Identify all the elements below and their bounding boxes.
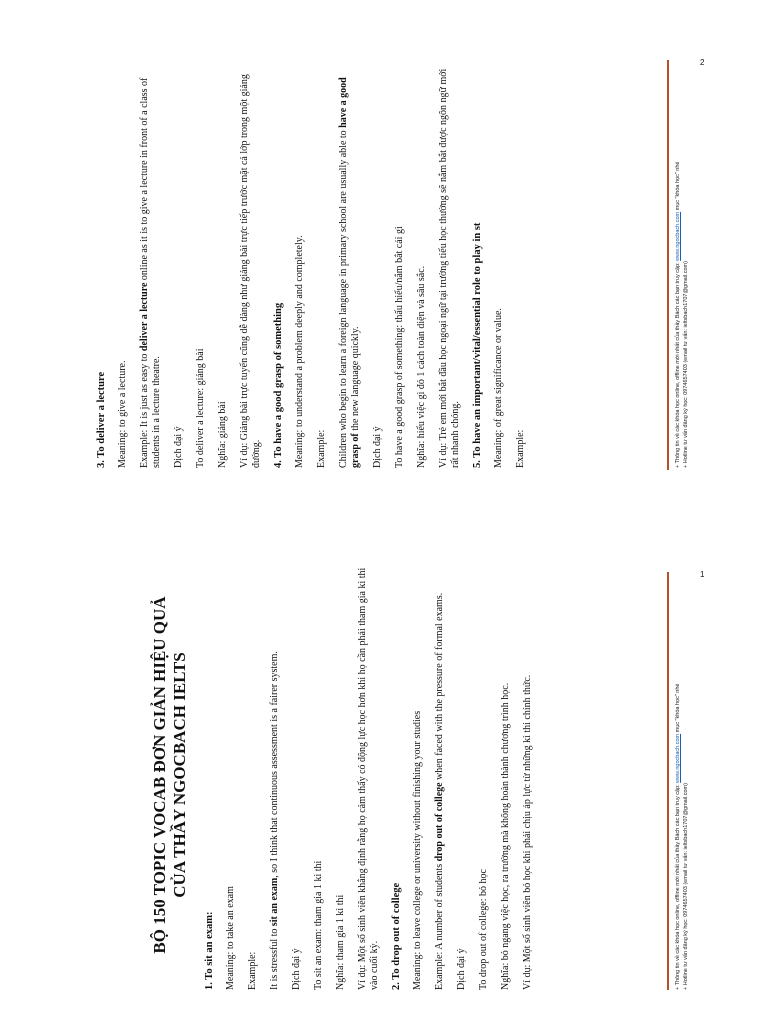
section-2-meaning: Meaning: to leave college or university without finishing your studies — [412, 710, 423, 990]
page-1-footer-rule — [667, 572, 669, 990]
section-2-heading: 2. To drop out of college — [391, 882, 402, 990]
page-1-footer: + Thông tin về các khóa học online, offline mới nhất của thầy Bách các bạn truy cập: www.ngocbach.com mục "khóa học" nhé + Hotline tư vấn đăng ký học: 0974657403 (email tư vấn: ieltsbach1707@gmail.com) — [675, 683, 689, 990]
section-5-meaning: Meaning: of great significance or value. — [493, 308, 504, 468]
section-1-translation: To sit an exam: tham gia 1 kì thi — [313, 860, 324, 990]
section-2-example: Example: A number of students drop out of college when faced with the pressure of formal exams. — [434, 592, 445, 990]
footer-link[interactable]: www.ngocbach.com — [675, 733, 681, 783]
section-3-example: Example: It is just as easy to deliver a lecture online as it is to give a lecture in front of a class of students in a lecture theatre. — [139, 77, 162, 468]
section-5-heading: 5. To have an important/vital/essential role to play in st — [472, 222, 483, 468]
section-2-vidu: Ví dụ: Một số sinh viên bỏ học khi phải chịu áp lực từ những kì thi chính thức. — [522, 674, 533, 990]
section-4-example: Children who begin to learn a foreign language in primary school are usually able to have a good grasp of the new language quickly. — [338, 77, 361, 468]
section-4-meaning: Meaning: to understand a problem deeply and completely. — [294, 235, 305, 468]
page-1-number: 1 — [700, 570, 705, 579]
section-3-nghia: Nghĩa: giảng bài — [217, 401, 228, 468]
section-3-meaning: Meaning: to give a lecture. — [117, 360, 128, 468]
title-line-2: CỦA THẦY NGOCBACH IELTS — [170, 652, 189, 898]
section-1-vidu: Ví dụ: Một số sinh viên khẳng định rằng họ cảm thấy có động lực học hơn khi họ cần phải tham gia kì thi vào cuối kỳ. — [357, 567, 380, 990]
section-1-example: It is stressful to sit an exam, so I think that continuous assessment is a fairer system. — [269, 651, 280, 990]
page-2-body — [96, 58, 537, 468]
section-1-nghia: Nghĩa: tham gia 1 kì thi — [335, 894, 346, 990]
footer-link[interactable]: www.ngocbach.com — [675, 211, 681, 261]
section-2-nghia: Nghĩa: bỏ ngang việc học, ra trường mà không hoàn thành chương trình học. — [500, 682, 511, 990]
section-4-dich: Dịch đại ý — [372, 426, 383, 468]
document-title — [150, 560, 190, 990]
section-5-example-label: Example: — [515, 429, 526, 468]
section-1-dich: Dịch đại ý — [291, 948, 302, 990]
section-1-example-label: Example: — [247, 951, 258, 990]
section-3-vidu: Ví dụ: Giảng bài trực tuyến cũng dễ dàng như giảng bài trực tiếp trước mặt cả lớp trong một giảng đường. — [239, 74, 262, 468]
page-1-body — [150, 560, 544, 990]
section-4-example-label: Example: — [316, 429, 327, 468]
page-2-footer-rule — [667, 60, 669, 470]
section-1-heading: 1. To sit an exam: — [204, 911, 215, 990]
section-4-translation: To have a good grasp of something: thấu hiểu/nắm bắt cái gì — [394, 226, 405, 468]
section-3-heading: 3. To deliver a lecture — [96, 371, 107, 468]
section-4-nghia: Nghĩa: hiểu việc gì đó 1 cách toàn diện và sâu sắc. — [416, 265, 427, 468]
section-2-translation: To drop out of college: bỏ học — [478, 869, 489, 990]
section-1-meaning: Meaning: to take an exam — [225, 886, 236, 990]
page-2-number: 2 — [700, 58, 705, 67]
page-2-footer: + Thông tin về các khóa học online, offline mới nhất của thầy Bách các bạn truy cập: www.ngocbach.com mục "khóa học" nhé + Hotline tư vấn đăng ký học: 0974657403 (email tư vấn: ieltsbach1707@gmail.com) — [675, 161, 689, 468]
section-2-dich: Dịch đại ý — [456, 948, 467, 990]
section-4-heading: 4. To have a good grasp of something — [273, 302, 284, 468]
section-3-translation: To deliver a lecture: giảng bài — [195, 348, 206, 468]
title-line-1: BỘ 150 TOPIC VOCAB ĐƠN GIẢN HIỆU QUẢ — [150, 596, 169, 954]
section-4-vidu: Ví dụ: Trẻ em mới bắt đầu học ngoại ngữ tại trường tiểu học thường sẽ nắm bắt được ngôn ngữ mới rất nhanh chóng. — [438, 68, 461, 468]
section-3-dich: Dịch đại ý — [173, 426, 184, 468]
